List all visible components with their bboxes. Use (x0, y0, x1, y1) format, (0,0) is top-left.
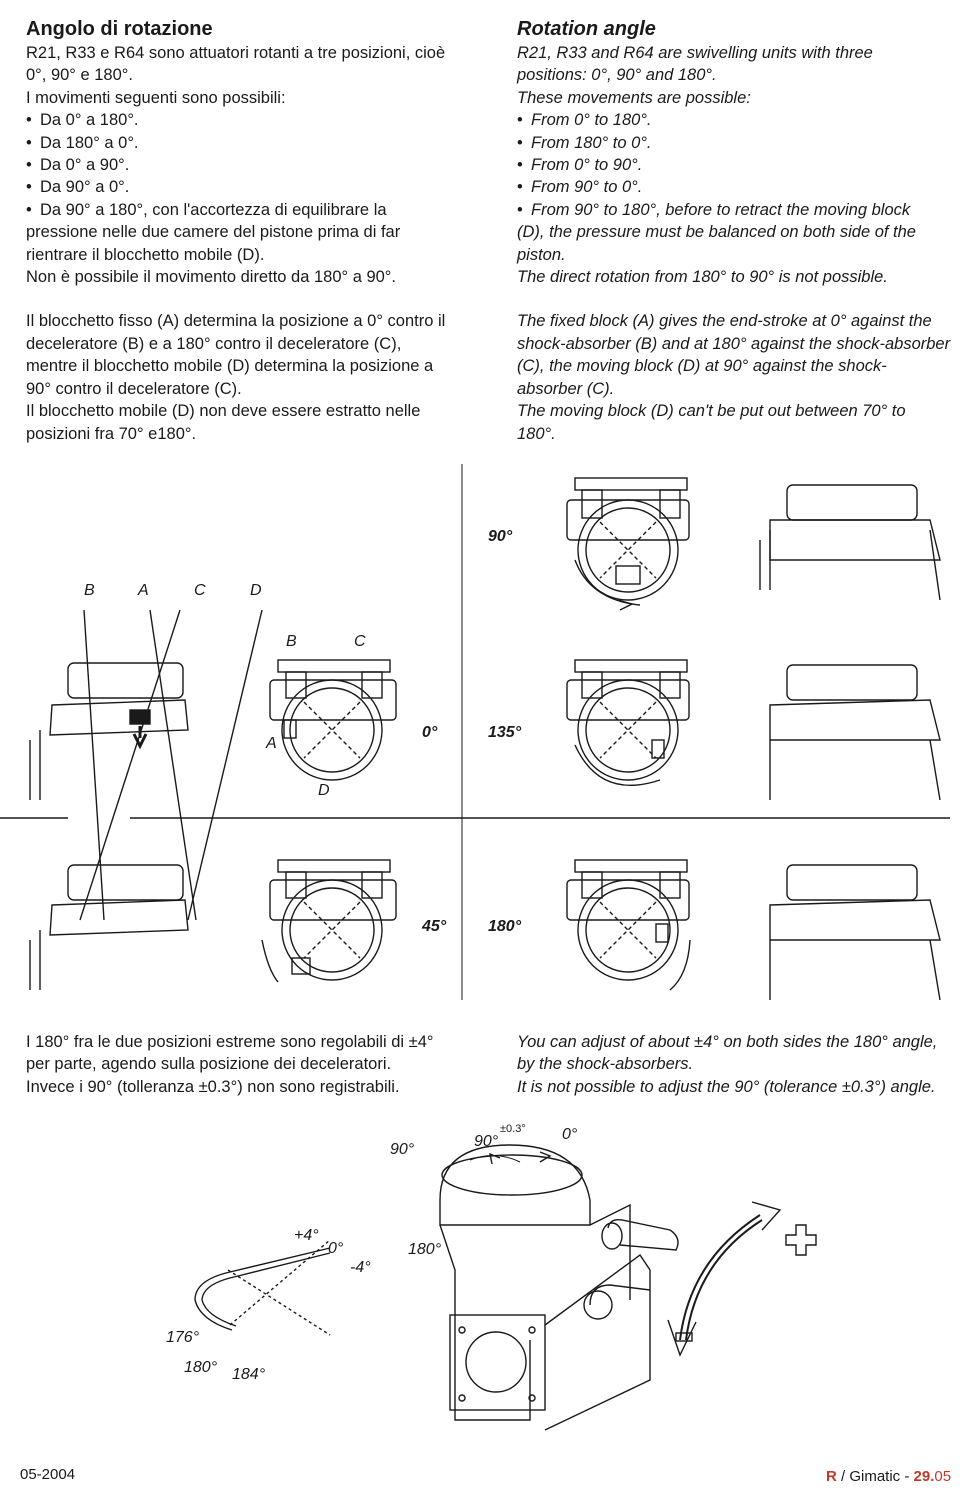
text-line: 180°. (517, 424, 556, 443)
label-180: 180° (488, 918, 522, 935)
text-line: mentre il blocchetto mobile (D) determina la posizione a (26, 357, 434, 376)
footer-date: 05-2004 (20, 1466, 76, 1483)
text-line: I 180° fra le due posizioni estreme sono regolabili di ±4° (26, 1033, 434, 1051)
actuator-0 (270, 660, 396, 780)
arc-detail (195, 1240, 330, 1335)
italian-bullet-cont: Non è possibile il movimento diretto da 180° a 90°. (26, 268, 396, 287)
footer-brand-rest: / Gimatic - (836, 1468, 914, 1485)
label-45: 45° (422, 918, 447, 935)
italian-bullet-cont: rientrare il blocchetto mobile (D). (26, 245, 265, 264)
italian-title: Angolo di rotazione (26, 18, 213, 40)
label-plus4: +4° (294, 1227, 319, 1244)
text-line: Il blocchetto fisso (A) determina la posizione a 0° contro il (26, 312, 446, 331)
label-c-center: C (354, 633, 366, 650)
label-a-center: A (266, 735, 277, 752)
text-line: per parte, agendo sulla posizione dei deceleratori. (26, 1055, 392, 1074)
footer-page-num: 29. (913, 1468, 935, 1485)
label-minus4: -4° (350, 1259, 371, 1276)
label-135: 135° (488, 724, 522, 741)
text-line: deceleratore (B) e a 180° contro il deceleratore (C), (26, 334, 402, 353)
italian-bullet-cont: pressione nelle due camere del pistone prima di far (26, 223, 401, 242)
label-0: 0° (422, 724, 438, 741)
label-90-top: 90° (474, 1133, 499, 1150)
text-line: It is not possible to adjust the 90° (tolerance ±0.3°) angle. (517, 1077, 936, 1096)
footer-page (826, 1468, 951, 1485)
italian-bullet: • Da 90° a 180°, con l'accortezza di equilibrare la (26, 199, 466, 221)
english-para3 (517, 1031, 947, 1098)
italian-intro-line: R21, R33 e R64 sono attuatori rotanti a tre posizioni, cioè (26, 44, 446, 62)
label-tolerance: ±0.3° (500, 1123, 526, 1135)
text-line: You can adjust of about ±4° on both sides the 180° angle, (517, 1033, 938, 1051)
footer-brand-r: R (826, 1468, 837, 1485)
italian-bullet: • Da 90° a 0°. (26, 176, 466, 198)
actuator-135 (567, 660, 940, 800)
text-line: posizioni fra 70° e180°. (26, 424, 197, 443)
english-intro-line: R21, R33 and R64 are swivelling units with three (517, 44, 873, 62)
label-90: 90° (488, 528, 513, 545)
english-intro-line: positions: 0°, 90° and 180°. (517, 66, 717, 85)
text-line: by the shock-absorbers. (517, 1055, 694, 1074)
english-bullet-cont: The direct rotation from 180° to 90° is not possible. (517, 268, 888, 287)
label-184: 184° (232, 1366, 266, 1383)
label-letter-b: B (84, 582, 95, 599)
english-bullet-cont: piston. (517, 245, 566, 264)
footer-page-suffix: 05 (934, 1468, 952, 1485)
minus-sign (676, 1333, 692, 1341)
actuator-3d (440, 1145, 678, 1430)
english-bullet: • From 0° to 180°. (517, 109, 947, 131)
label-b-center: B (286, 633, 297, 650)
italian-bullet: • Da 0° a 90°. (26, 154, 466, 176)
label-letter-a: A (138, 582, 149, 599)
label-d-center: D (318, 782, 330, 799)
text-line: The moving block (D) can't be put out between 70° to (517, 402, 906, 421)
label-180-arc: 180° (408, 1241, 442, 1258)
label-0-mid: 0° (328, 1240, 344, 1257)
italian-intro-line: 0°, 90° e 180°. (26, 66, 133, 85)
english-bullet-cont: (D), the pressure must be balanced on both side of the (517, 223, 916, 242)
text-line: Il blocchetto mobile (D) non deve essere estratto nelle (26, 402, 421, 421)
label-letter-d: D (250, 582, 262, 599)
label-letter-c: C (194, 582, 206, 599)
italian-bullet: • Da 180° a 0°. (26, 132, 466, 154)
label-0-top: 0° (562, 1126, 578, 1143)
text-line: The fixed block (A) gives the end-stroke at 0° against the (517, 312, 932, 331)
italian-bullet: • Da 0° a 180°. (26, 109, 466, 131)
english-title: Rotation angle (517, 18, 656, 40)
curved-arrow (668, 1202, 780, 1355)
text-line: 90° contro il deceleratore (C). (26, 379, 242, 398)
actuator-45 (262, 860, 396, 982)
actuator-90 (567, 478, 940, 610)
english-bullet: • From 90° to 180°, before to retract the moving block (517, 199, 947, 221)
plus-sign (786, 1225, 816, 1255)
text-line: shock-absorber (B) and at 180° against the shock-absorber (517, 334, 951, 353)
italian-intro-line: I movimenti seguenti sono possibili: (26, 88, 286, 107)
english-bullet: • From 90° to 0°. (517, 176, 947, 198)
english-bullet: • From 0° to 90°. (517, 154, 947, 176)
actuator-180 (567, 860, 940, 1000)
label-176: 176° (166, 1329, 200, 1346)
text-line: (C), the moving block (D) at 90° against the shock- (517, 357, 887, 376)
text-line: absorber (C). (517, 379, 615, 398)
text-line: Invece i 90° (tolleranza ±0.3°) non sono registrabili. (26, 1077, 400, 1096)
english-intro-line: These movements are possible: (517, 88, 751, 107)
actuator-left (30, 610, 262, 990)
english-bullet: • From 180° to 0°. (517, 132, 947, 154)
italian-para3 (26, 1031, 466, 1098)
label-90-left: 90° (390, 1141, 415, 1158)
label-180b: 180° (184, 1359, 218, 1376)
